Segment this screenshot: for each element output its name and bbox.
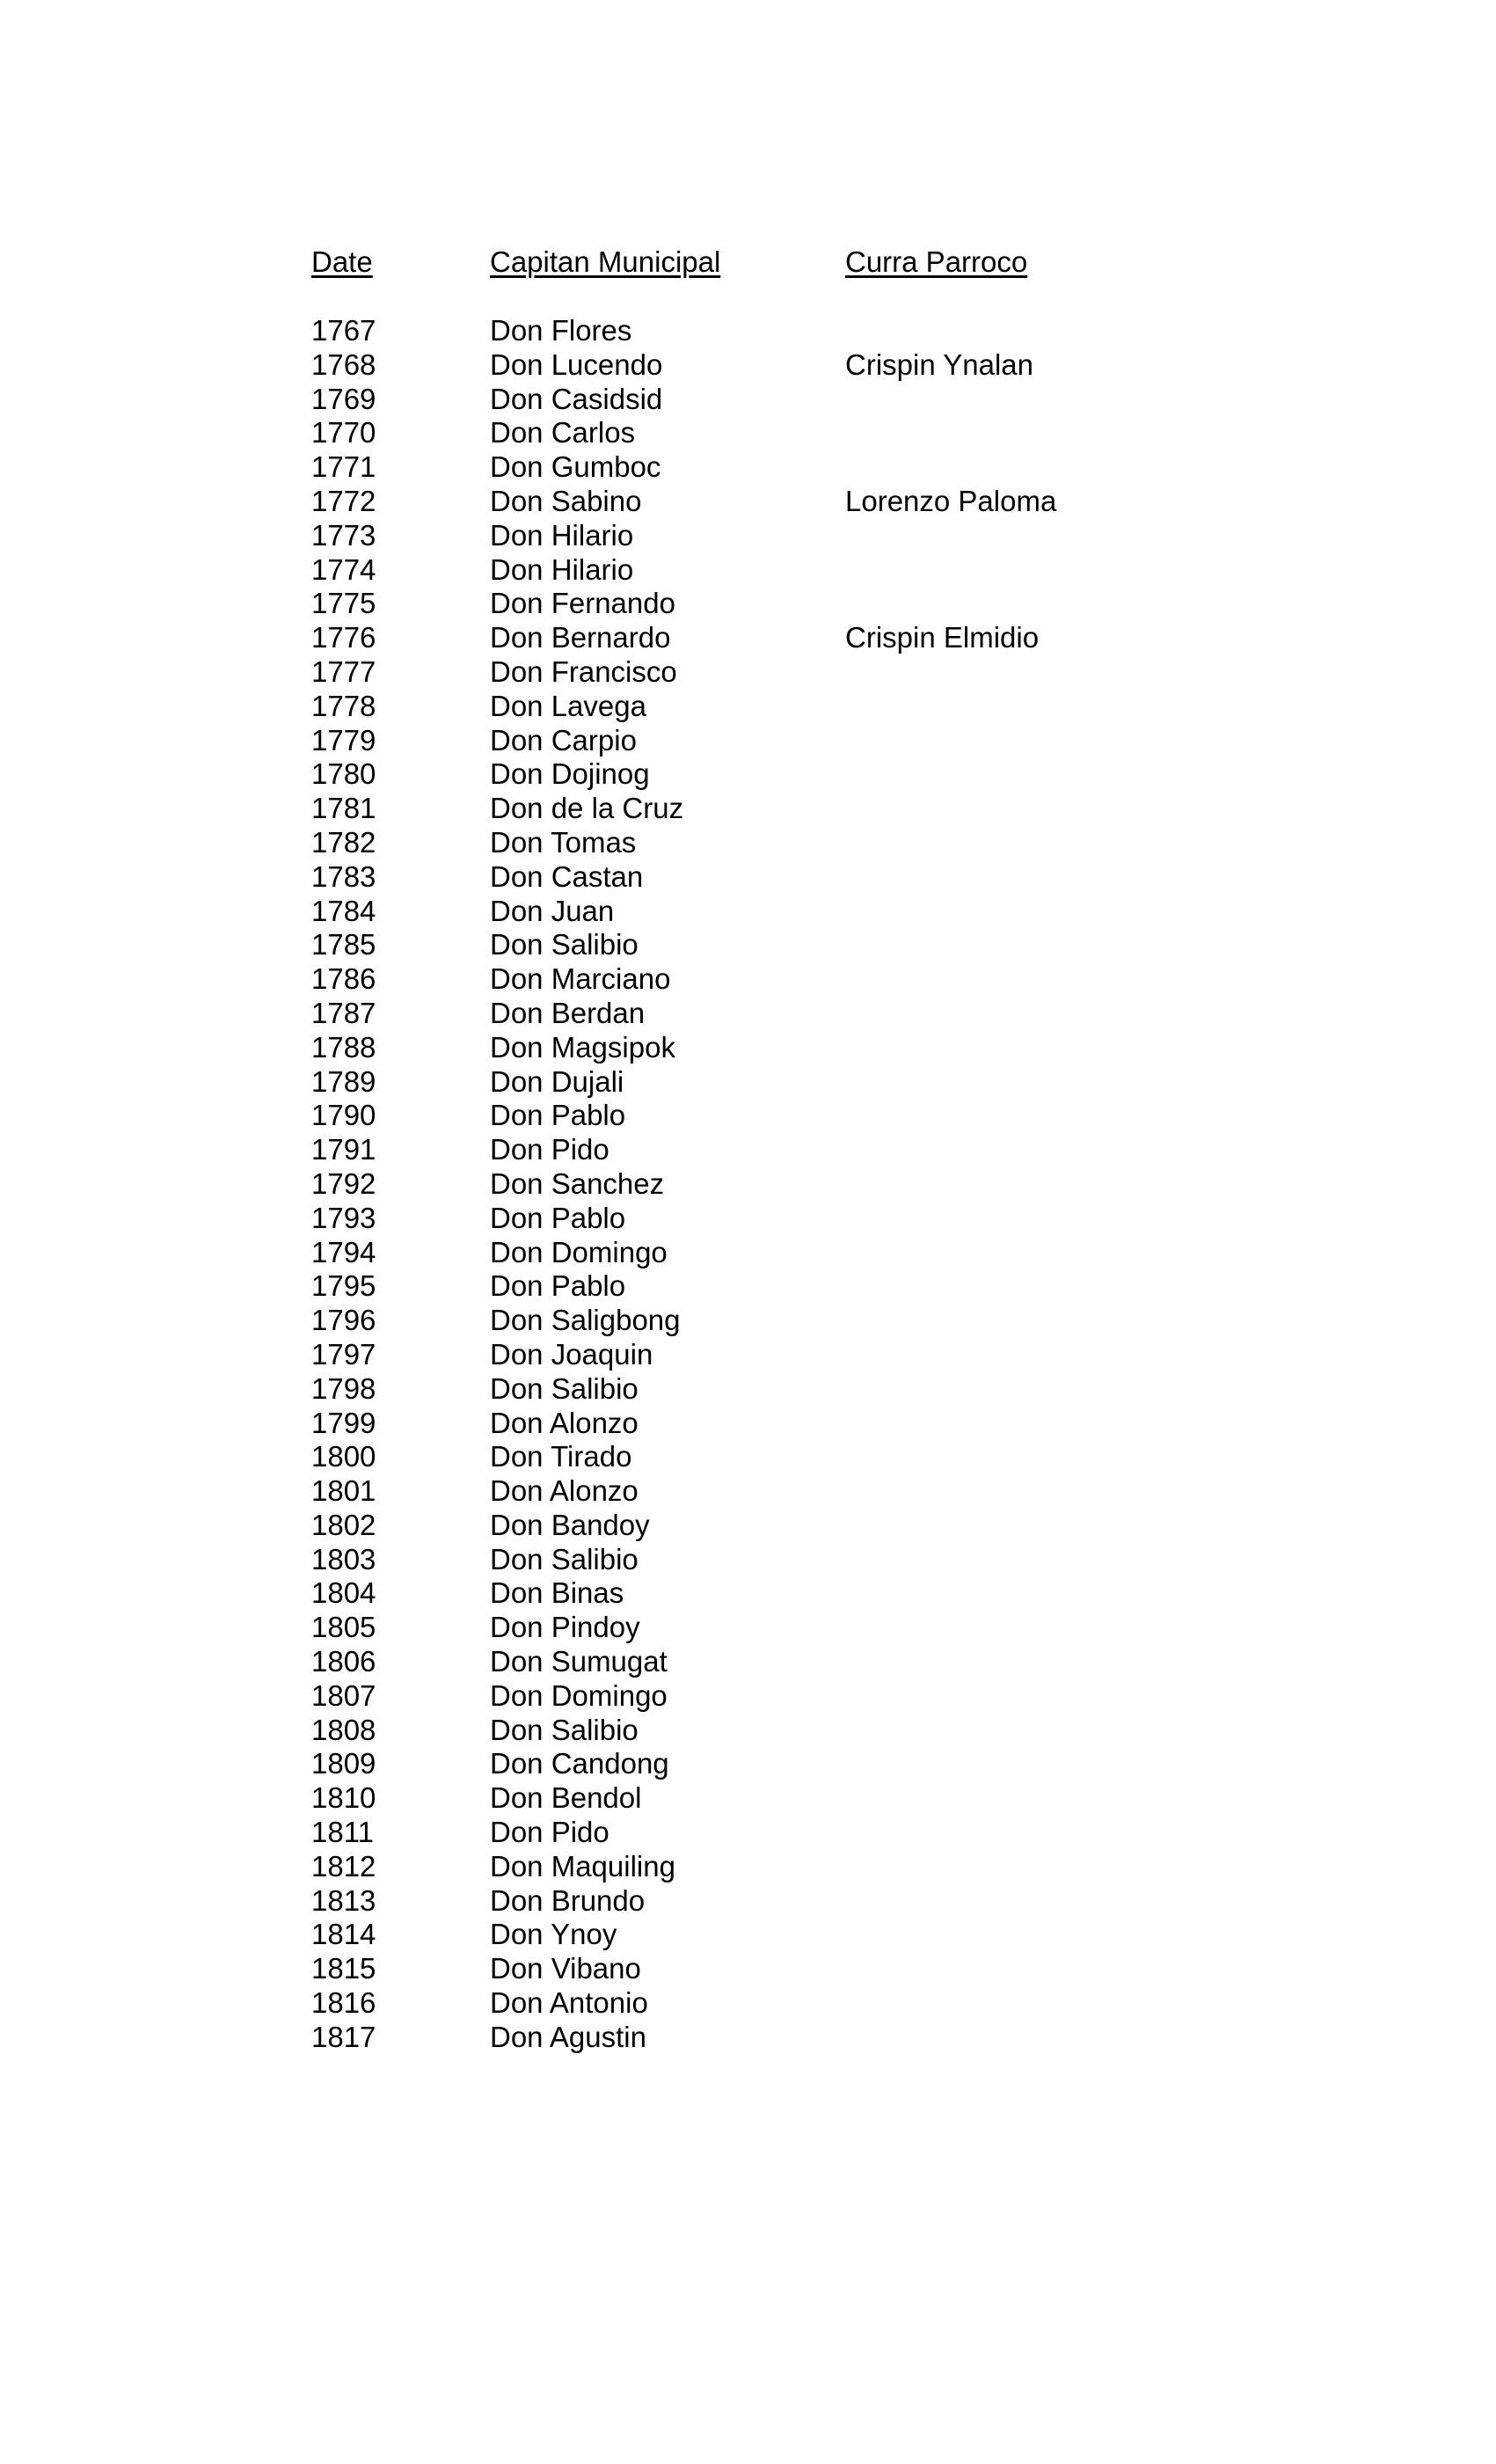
cell-capitan-municipal: Don Carlos	[490, 416, 636, 450]
table-row	[0, 553, 1496, 588]
cell-date: 1781	[311, 792, 376, 825]
cell-capitan-municipal: Don Alonzo	[490, 1474, 639, 1508]
cell-capitan-municipal: Don Sanchez	[490, 1166, 665, 1200]
table-row	[0, 621, 1496, 655]
table-row	[0, 2021, 1496, 2055]
cell-capitan-municipal: Don Binas	[490, 1576, 624, 1610]
table-row	[0, 450, 1496, 485]
cell-date: 1789	[311, 1064, 376, 1098]
table-row	[0, 1338, 1496, 1372]
cell-capitan-municipal: Don Domingo	[490, 1678, 668, 1712]
cell-date: 1772	[311, 484, 376, 517]
cell-capitan-municipal: Don Fernando	[490, 587, 675, 620]
cell-capitan-municipal: Don Agustin	[490, 2020, 646, 2053]
table-row	[0, 1167, 1496, 1202]
table-row	[0, 1031, 1496, 1065]
table-row	[0, 314, 1496, 348]
table-row	[0, 997, 1496, 1031]
cell-date: 1808	[311, 1713, 376, 1746]
cell-capitan-municipal: Don Bandoy	[490, 1508, 650, 1541]
cell-date: 1801	[311, 1474, 376, 1508]
cell-date: 1802	[311, 1508, 376, 1541]
table-row	[0, 1918, 1496, 1952]
table-row	[0, 1781, 1496, 1816]
cell-date: 1767	[311, 314, 376, 347]
table-row	[0, 1884, 1496, 1919]
cell-capitan-municipal: Don Alonzo	[490, 1406, 639, 1439]
table-row	[0, 1543, 1496, 1577]
table-header	[0, 245, 1496, 280]
cell-date: 1779	[311, 723, 376, 757]
cell-date: 1783	[311, 859, 376, 893]
cell-date: 1788	[311, 1030, 376, 1064]
cell-capitan-municipal: Don Hilario	[490, 552, 634, 586]
table-row	[0, 1304, 1496, 1338]
cell-capitan-municipal: Don Castan	[490, 859, 644, 893]
table-row	[0, 1133, 1496, 1167]
cell-capitan-municipal: Don Bernardo	[490, 621, 671, 654]
table-row	[0, 348, 1496, 383]
cell-date: 1812	[311, 1849, 376, 1883]
cell-date: 1785	[311, 928, 376, 961]
cell-capitan-municipal: Don Lavega	[490, 689, 646, 722]
cell-capitan-municipal: Don Salibio	[490, 1542, 639, 1576]
cell-capitan-municipal: Don Maquiling	[490, 1849, 675, 1883]
cell-date: 1769	[311, 382, 376, 415]
table-row	[0, 1509, 1496, 1543]
cell-date: 1815	[311, 1952, 376, 1985]
cell-curra-parroco: Lorenzo Paloma	[845, 484, 1057, 517]
table-row	[0, 895, 1496, 929]
cell-date: 1814	[311, 1918, 376, 1951]
cell-capitan-municipal: Don Vibano	[490, 1952, 641, 1985]
cell-capitan-municipal: Don Dujali	[490, 1064, 624, 1098]
table-row	[0, 416, 1496, 450]
table-row	[0, 1816, 1496, 1850]
table-row	[0, 1679, 1496, 1714]
table-row	[0, 757, 1496, 792]
cell-capitan-municipal: Don Casidsid	[490, 382, 663, 415]
cell-capitan-municipal: Don Joaquin	[490, 1337, 653, 1371]
cell-capitan-municipal: Don Pido	[490, 1816, 609, 1849]
cell-capitan-municipal: Don Antonio	[490, 1986, 648, 2020]
cell-date: 1784	[311, 894, 376, 927]
cell-capitan-municipal: Don Brundo	[490, 1883, 646, 1917]
table-row	[0, 587, 1496, 621]
cell-date: 1771	[311, 450, 376, 484]
table-row	[0, 1372, 1496, 1407]
cell-capitan-municipal: Don Domingo	[490, 1235, 668, 1269]
cell-date: 1800	[311, 1440, 376, 1473]
cell-capitan-municipal: Don Francisco	[490, 654, 677, 688]
cell-capitan-municipal: Don Sabino	[490, 484, 642, 517]
cell-capitan-municipal: Don Salibio	[490, 1371, 639, 1405]
table-row	[0, 1065, 1496, 1100]
cell-date: 1797	[311, 1337, 376, 1371]
table-row	[0, 1747, 1496, 1781]
cell-capitan-municipal: Don Flores	[490, 314, 632, 347]
cell-capitan-municipal: Don Marciano	[490, 962, 671, 996]
cell-date: 1787	[311, 996, 376, 1029]
table-row	[0, 485, 1496, 519]
cell-curra-parroco: Crispin Elmidio	[845, 621, 1040, 654]
table-row	[0, 792, 1496, 826]
table-row	[0, 1202, 1496, 1236]
cell-capitan-municipal: Don Pindoy	[490, 1611, 640, 1644]
cell-date: 1807	[311, 1678, 376, 1712]
cell-capitan-municipal: Don Berdan	[490, 996, 646, 1029]
cell-date: 1780	[311, 757, 376, 791]
table-body	[0, 314, 1496, 2055]
cell-capitan-municipal: Don Bendol	[490, 1781, 642, 1815]
table-row	[0, 1407, 1496, 1441]
table-row	[0, 1236, 1496, 1270]
cell-date: 1794	[311, 1235, 376, 1269]
cell-date: 1813	[311, 1883, 376, 1917]
cell-capitan-municipal: Don Pablo	[490, 1201, 626, 1234]
table-row	[0, 519, 1496, 553]
cell-capitan-municipal: Don Candong	[490, 1747, 669, 1780]
cell-capitan-municipal: Don Tirado	[490, 1440, 632, 1473]
cell-date: 1782	[311, 825, 376, 859]
cell-date: 1817	[311, 2020, 376, 2053]
cell-capitan-municipal: Don Magsipok	[490, 1030, 675, 1064]
cell-date: 1806	[311, 1645, 376, 1678]
header-capitan-municipal: Capitan Municipal	[490, 245, 721, 278]
cell-capitan-municipal: Don Pablo	[490, 1269, 626, 1303]
cell-capitan-municipal: Don Lucendo	[490, 347, 663, 381]
cell-date: 1773	[311, 518, 376, 552]
cell-curra-parroco: Crispin Ynalan	[845, 347, 1034, 381]
cell-date: 1774	[311, 552, 376, 586]
table-row	[0, 690, 1496, 724]
table-row	[0, 1952, 1496, 1986]
cell-date: 1792	[311, 1166, 376, 1200]
cell-date: 1811	[311, 1816, 374, 1849]
cell-date: 1786	[311, 962, 376, 996]
cell-date: 1804	[311, 1576, 376, 1610]
cell-capitan-municipal: Don Salibio	[490, 928, 639, 961]
cell-capitan-municipal: Don de la Cruz	[490, 792, 684, 825]
cell-capitan-municipal: Don Sumugat	[490, 1645, 668, 1678]
cell-capitan-municipal: Don Dojinog	[490, 757, 650, 791]
table-row	[0, 1474, 1496, 1509]
cell-capitan-municipal: Don Pido	[490, 1133, 609, 1166]
table-row	[0, 1645, 1496, 1679]
cell-date: 1803	[311, 1542, 376, 1576]
cell-capitan-municipal: Don Juan	[490, 894, 615, 927]
table-row	[0, 1440, 1496, 1474]
cell-date: 1798	[311, 1371, 376, 1405]
table-row	[0, 928, 1496, 962]
cell-date: 1805	[311, 1611, 376, 1644]
cell-date: 1793	[311, 1201, 376, 1234]
table-row	[0, 1986, 1496, 2021]
cell-capitan-municipal: Don Ynoy	[490, 1918, 617, 1951]
table-row	[0, 383, 1496, 417]
cell-date: 1776	[311, 621, 376, 654]
cell-capitan-municipal: Don Carpio	[490, 723, 637, 757]
cell-capitan-municipal: Don Pablo	[490, 1099, 626, 1132]
cell-capitan-municipal: Don Gumboc	[490, 450, 661, 484]
header-curra-parroco: Curra Parroco	[845, 245, 1028, 278]
table-row	[0, 1099, 1496, 1133]
cell-date: 1790	[311, 1099, 376, 1132]
cell-date: 1775	[311, 587, 376, 620]
cell-date: 1770	[311, 416, 376, 450]
cell-date: 1768	[311, 347, 376, 381]
cell-capitan-municipal: Don Tomas	[490, 825, 637, 859]
cell-date: 1778	[311, 689, 376, 722]
table-row	[0, 724, 1496, 758]
cell-date: 1799	[311, 1406, 376, 1439]
table-row	[0, 826, 1496, 860]
table-row	[0, 860, 1496, 895]
table-row	[0, 962, 1496, 997]
cell-date: 1809	[311, 1747, 376, 1780]
cell-date: 1816	[311, 1986, 376, 2020]
cell-date: 1796	[311, 1304, 376, 1337]
cell-date: 1791	[311, 1133, 376, 1166]
cell-date: 1777	[311, 654, 376, 688]
cell-capitan-municipal: Don Hilario	[490, 518, 634, 552]
table-row	[0, 1714, 1496, 1748]
table-row	[0, 1269, 1496, 1304]
cell-date: 1810	[311, 1781, 376, 1815]
table-row	[0, 1576, 1496, 1611]
table-row	[0, 1850, 1496, 1884]
cell-capitan-municipal: Don Salibio	[490, 1713, 639, 1746]
header-date: Date	[311, 245, 373, 278]
table-row	[0, 1611, 1496, 1645]
cell-capitan-municipal: Don Saligbong	[490, 1304, 681, 1337]
cell-date: 1795	[311, 1269, 376, 1303]
table-row	[0, 655, 1496, 690]
